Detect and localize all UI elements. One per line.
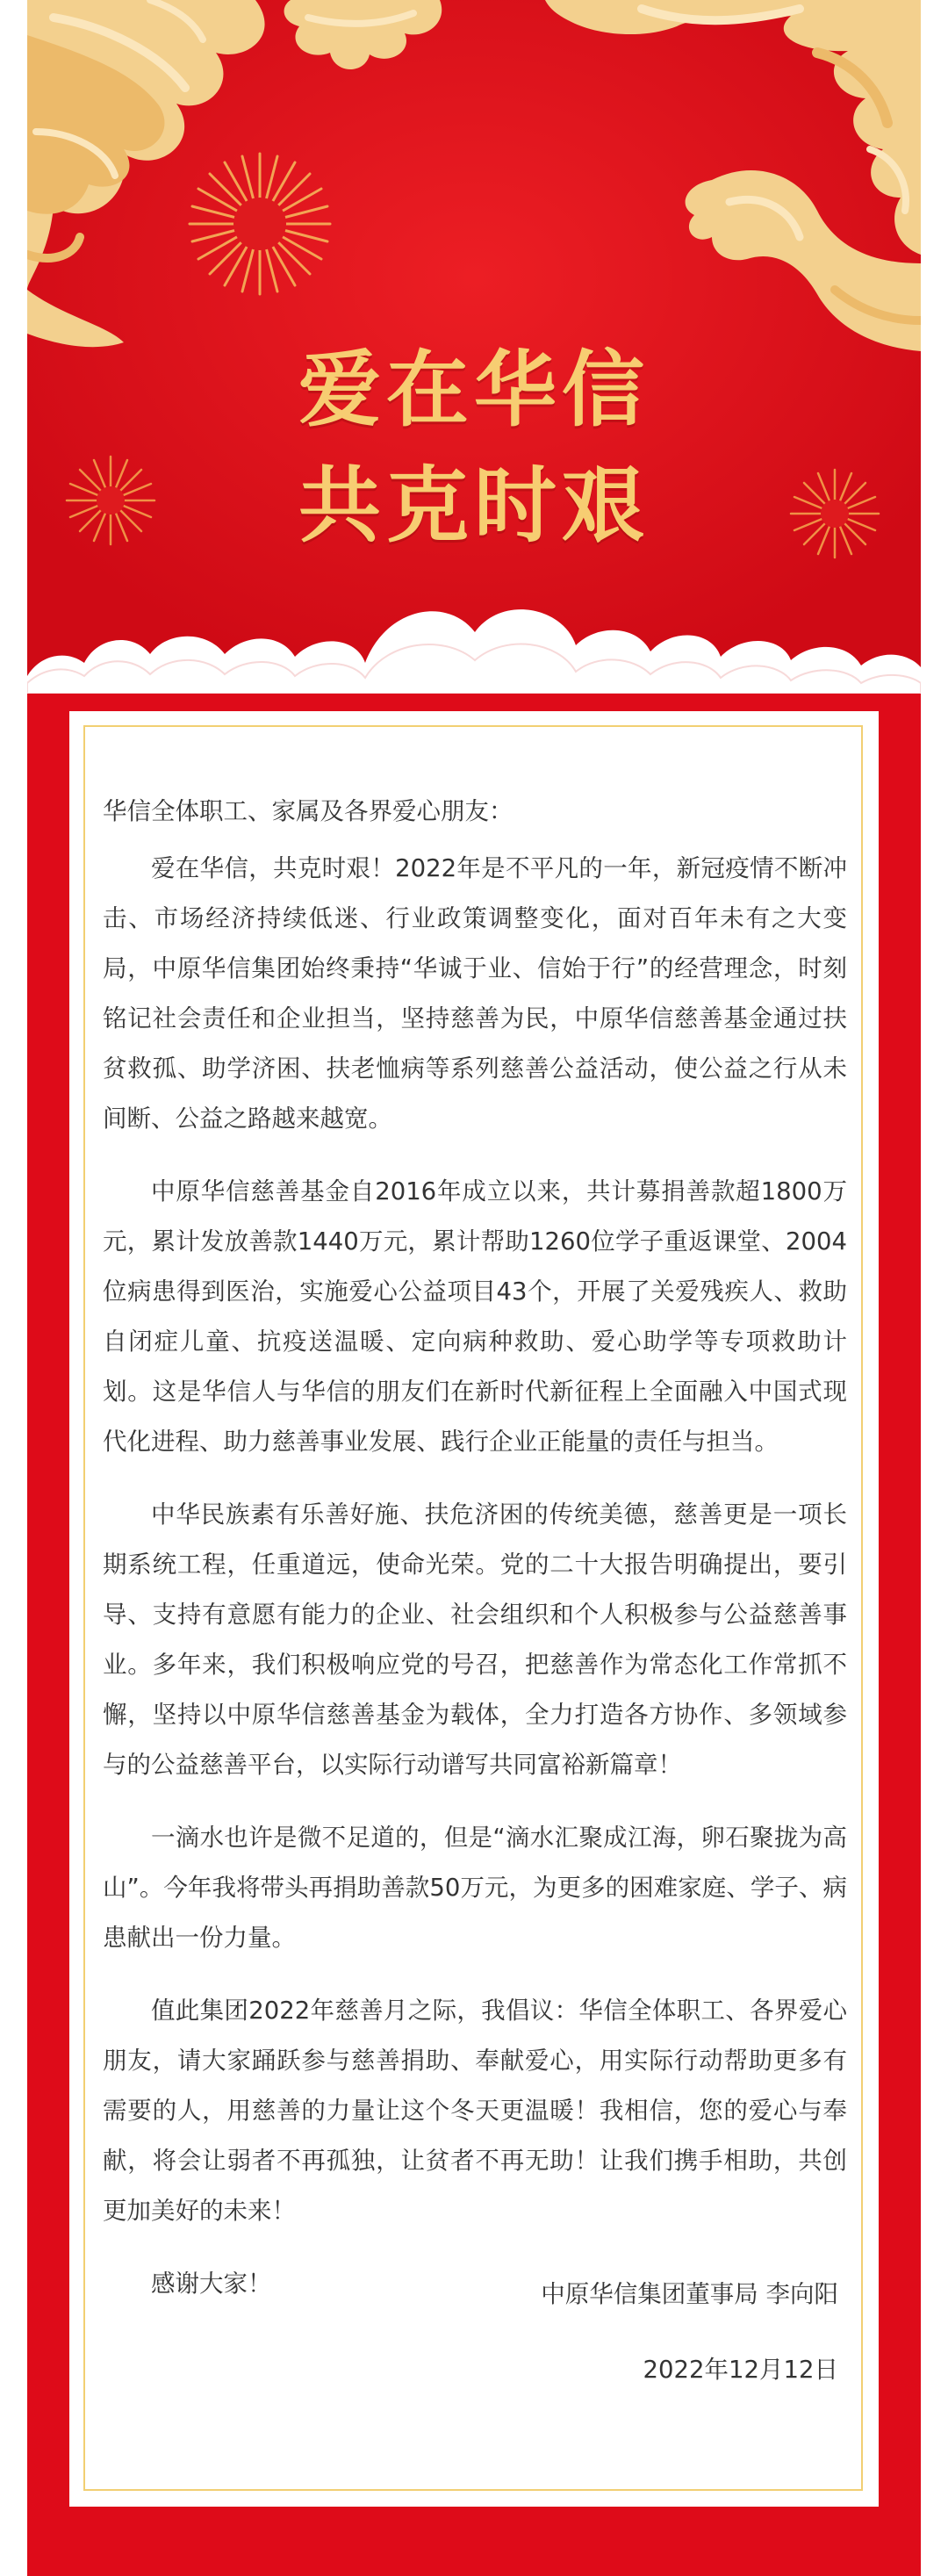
letter-thanks: 感谢大家！ xyxy=(151,2270,272,2298)
title-line-2: 共克时艰 xyxy=(298,458,650,554)
title-line-1: 爱在华信 xyxy=(298,342,650,438)
letter-card xyxy=(69,711,879,2507)
letter-body xyxy=(103,787,847,2309)
letter-paragraph-5: 值此集团2022年慈善月之际，我倡议：华信全体职工、各界爱心朋友，请大家踊跃参与慈善捐助、奉献爱心，用实际行动帮助更多有需要的人，用慈善的力量让这个冬天更温暖！我相信，您的爱心与奉献，将会让弱者不再孤独，让贫者不再无助！让我们携手相助，共创更加美好的未来！ xyxy=(103,1997,847,2225)
poster xyxy=(27,0,921,2576)
firework-large-center xyxy=(233,198,286,250)
header-banner xyxy=(27,0,921,694)
letter-date: 2022年12月12日 xyxy=(643,2356,838,2384)
letter-signature: 中原华信集团董事局 李向阳 xyxy=(541,2280,838,2308)
letter-paragraph-3: 中华民族素有乐善好施、扶危济困的传统美德，慈善更是一项长期系统工程，任重道远，使命光荣。党的二十大报告明确提出，要引导、支持有意愿有能力的企业、社会组织和个人积极参与公益慈善事业。多年来，我们积极响应党的号召，把慈善作为常态化工作常抓不懈，坚持以中原华信慈善基金为载体，全力打造各方协作、多领域参与的公益慈善平台，以实际行动谱写共同富裕新篇章！ xyxy=(103,1500,847,1779)
letter-salutation: 华信全体职工、家属及各界爱心朋友： xyxy=(103,797,514,825)
letter-paragraph-1: 爱在华信，共克时艰！2022年是不平凡的一年，新冠疫情不断冲击、市场经济持续低迷、行业政策调整变化，面对百年未有之大变局，中原华信集团始终秉持“华诚于业、信始于行”的经营理念，时刻铭记社会责任和企业担当，坚持慈善为民，中原华信慈善基金通过扶贫救孤、助学济困、扶老恤病等系列慈善公益活动，使公益之行从未间断、公益之路越来越宽。 xyxy=(103,854,847,1133)
letter-paragraph-4: 一滴水也许是微不足道的，但是“滴水汇聚成江海，卵石聚拢为高山”。今年我将带头再捐助善款50万元，为更多的困难家庭、学子、病患献出一份力量。 xyxy=(103,1824,847,1952)
letter-paragraph-2: 中原华信慈善基金自2016年成立以来，共计募捐善款超1800万元，累计发放善款1440万元，累计帮助1260位学子重返课堂、2004位病患得到医治，实施爱心公益项目43个，开展了关爱残疾人、救助自闭症儿童、抗疫送温暖、定向病种救助、爱心助学等专项救助计划。这是华信人与华信的朋友们在新时代新征程上全面融入中国式现代化进程、助力慈善事业发展、践行企业正能量的责任与担当。 xyxy=(103,1177,847,1456)
